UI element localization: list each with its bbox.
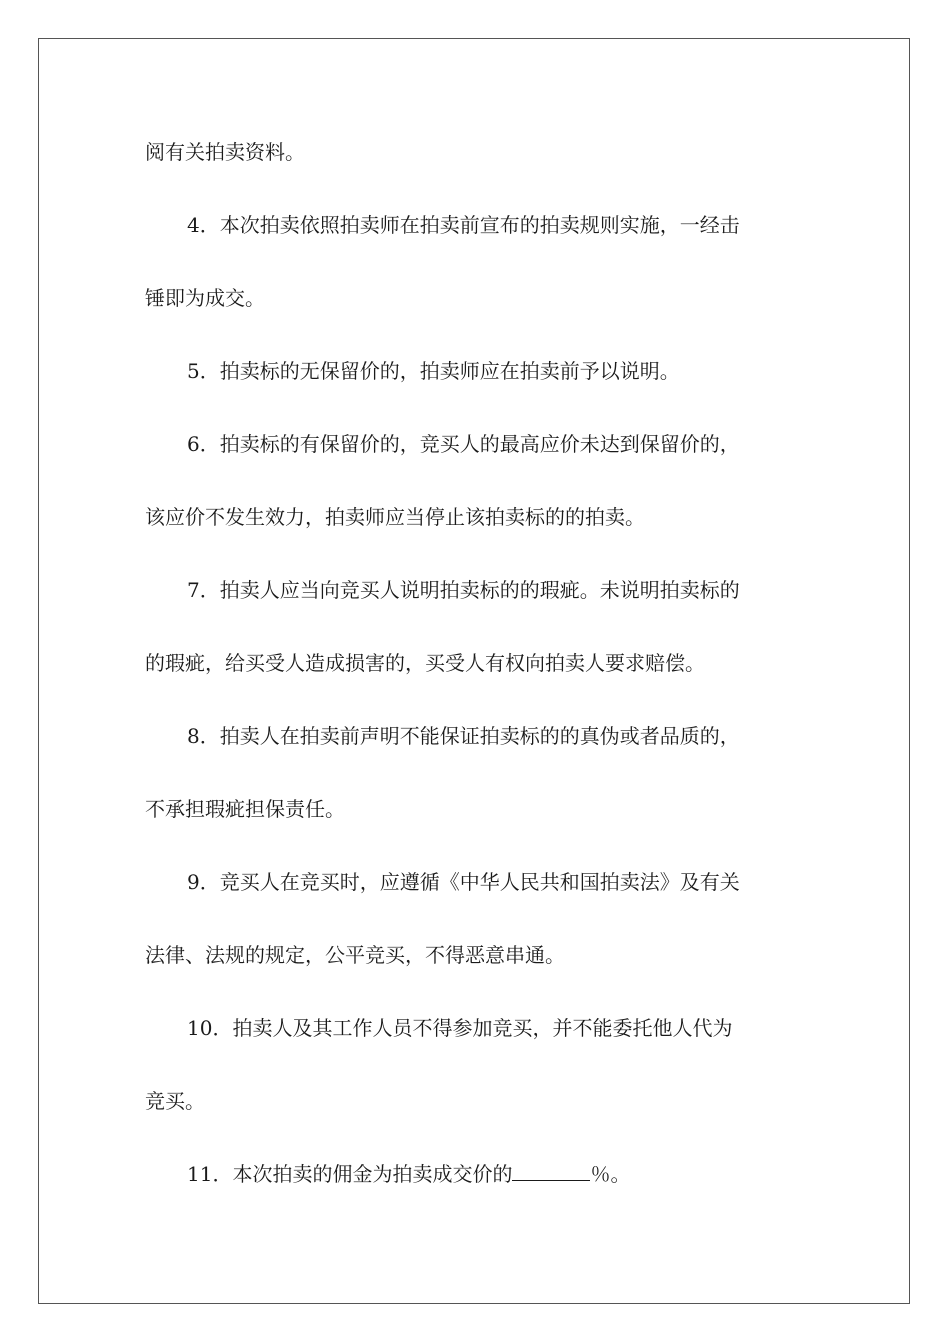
clause-7-line-2: 的瑕疵，给买受人造成损害的，买受人有权向拍卖人要求赔偿。 [145,651,705,675]
clause-4-line-1: 4．本次拍卖依照拍卖师在拍卖前宣布的拍卖规则实施，一经击 [187,213,740,237]
clause-7-line-1: 7．拍卖人应当向竞买人说明拍卖标的的瑕疵。未说明拍卖标的 [187,578,740,602]
clause-11-prefix: 11．本次拍卖的佣金为拍卖成交价的 [187,1162,513,1186]
commission-blank-field [512,1158,590,1181]
clause-8-line-1: 8．拍卖人在拍卖前声明不能保证拍卖标的的真伪或者品质的， [187,724,740,748]
clause-9-line-2: 法律、法规的规定，公平竞买，不得恶意串通。 [145,943,565,967]
clause-11-line-1 [145,1156,810,1192]
clause-8-line-2: 不承担瑕疵担保责任。 [145,797,345,821]
clause-10-line-2: 竞买。 [145,1089,205,1113]
clause-5-line-1: 5．拍卖标的无保留价的，拍卖师应在拍卖前予以说明。 [187,359,680,383]
document-body [145,134,810,1229]
clause-11-suffix: ％。 [590,1162,631,1186]
clause-6-line-1: 6．拍卖标的有保留价的，竞买人的最高应价未达到保留价的， [187,432,740,456]
clause-9-line-1: 9．竞买人在竞买时，应遵循《中华人民共和国拍卖法》及有关 [187,870,740,894]
clause-10-line-1: 10．拍卖人及其工作人员不得参加竞买，并不能委托他人代为 [187,1016,733,1040]
clause-6-line-2: 该应价不发生效力，拍卖师应当停止该拍卖标的的拍卖。 [145,505,645,529]
text-line-1: 阅有关拍卖资料。 [145,140,305,164]
clause-4-line-2: 锤即为成交。 [145,286,265,310]
